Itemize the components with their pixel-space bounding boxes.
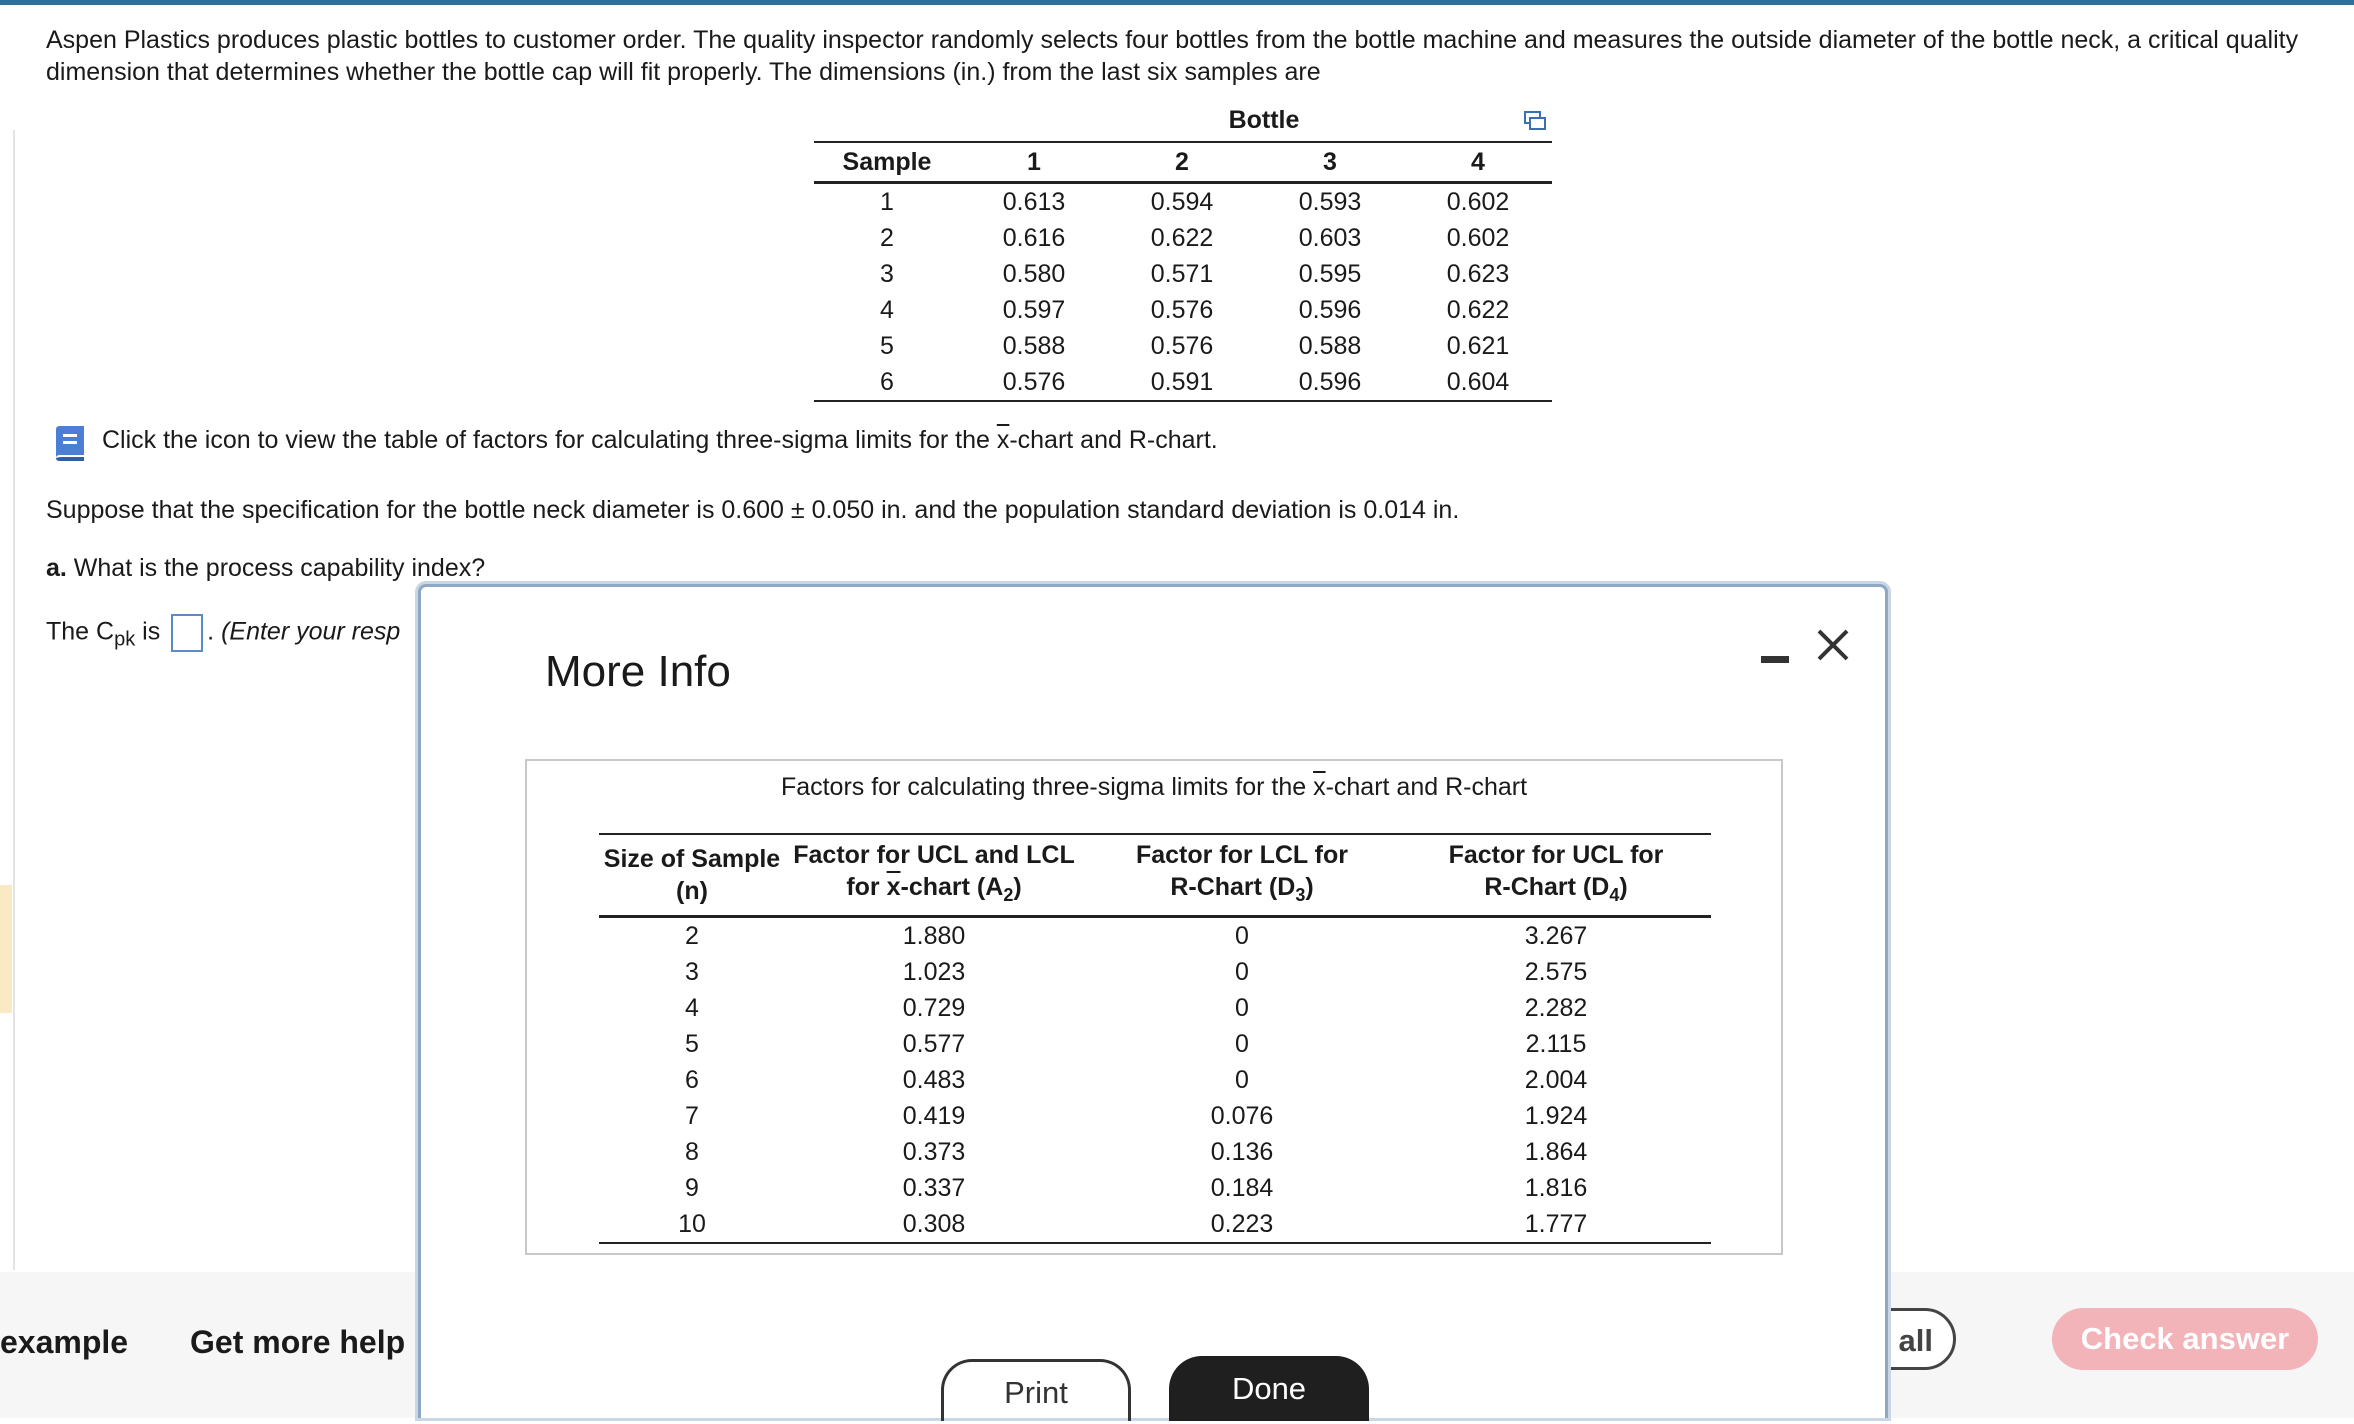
header-sample: Sample xyxy=(814,142,960,183)
table-cell: 0.593 xyxy=(1298,187,1362,216)
table-row xyxy=(599,1026,1711,1062)
table-cell: 2.282 xyxy=(1524,993,1588,1022)
table-cell: 0 xyxy=(1235,957,1249,986)
table-row xyxy=(599,917,1711,955)
header-d4 xyxy=(1401,834,1711,917)
problem-intro: Aspen Plastics produces plastic bottles to customer order. The quality inspector randomly selects four bottles from the bottle machine and measures the outside diameter of the bottle neck, a critical quality dimension that determines whether the bottle cap will fit properly. The dimensions (in.) from the last six samples are xyxy=(46,26,2299,86)
table-cell: 2.115 xyxy=(1525,1029,1587,1058)
table-cell: 0.136 xyxy=(1210,1137,1274,1166)
table-cell: 0 xyxy=(1235,1065,1249,1094)
table-row xyxy=(599,1134,1711,1170)
table-cell: 0.591 xyxy=(1108,364,1256,401)
table-cell: 3 xyxy=(685,957,699,986)
header-d3 xyxy=(1083,834,1401,917)
table-cell: 7 xyxy=(685,1101,699,1130)
table-cell: 2.575 xyxy=(1524,957,1588,986)
header-line: ) xyxy=(1013,873,1022,901)
table-cell: 0 xyxy=(1235,1029,1249,1058)
clear-all-label: all xyxy=(1898,1323,1933,1358)
header-sub: 3 xyxy=(1295,885,1306,905)
specification-text: Suppose that the specification for the bottle neck diameter is 0.600 ± 0.050 in. and the population standard deviation is 0.014 in. xyxy=(46,496,1460,524)
table-row xyxy=(814,256,1552,292)
table-cell: 0.622 xyxy=(1150,223,1214,252)
factors-table-panel xyxy=(525,759,1783,1255)
table-cell: 0.594 xyxy=(1150,187,1214,216)
table-cell: 0.588 xyxy=(1298,331,1362,360)
answer-row xyxy=(46,614,400,657)
table-cell: 0.621 xyxy=(1446,331,1510,360)
table-cell: 2 xyxy=(880,223,894,252)
header-a2 xyxy=(785,834,1083,917)
answer-sub: pk xyxy=(114,628,136,651)
table-cell: 0.596 xyxy=(1298,295,1362,324)
table-cell: 0.571 xyxy=(1150,259,1214,288)
left-divider xyxy=(13,130,15,1270)
table-cell: 5 xyxy=(685,1029,699,1058)
table-cell: 8 xyxy=(685,1137,699,1166)
table-cell: 0.604 xyxy=(1404,364,1552,401)
table-cell: 0.337 xyxy=(902,1173,966,1202)
table-cell: 0.419 xyxy=(902,1101,966,1130)
dialog-title: More Info xyxy=(545,647,731,696)
header-bottle-2: 2 xyxy=(1108,142,1256,183)
table-cell: 3.267 xyxy=(1524,921,1588,950)
table-cell: 0.616 xyxy=(1002,223,1066,252)
table-cell: 1 xyxy=(880,187,894,216)
table-header-row xyxy=(599,834,1711,917)
header-line: R-Chart (D xyxy=(1484,873,1610,901)
table-row xyxy=(814,364,1552,401)
table-cell: 0.588 xyxy=(1002,331,1066,360)
table-cell: 0.580 xyxy=(1002,259,1066,288)
table-row xyxy=(599,954,1711,990)
table-cell: 1.880 xyxy=(902,921,966,950)
table-cell: 1.816 xyxy=(1524,1173,1588,1202)
table-header-row xyxy=(814,142,1552,183)
table-cell: 0.577 xyxy=(902,1029,966,1058)
header-line: ) xyxy=(1305,873,1314,901)
table-cell: 3 xyxy=(880,259,894,288)
left-highlight xyxy=(0,885,12,1013)
table-cell: 5 xyxy=(880,331,894,360)
table-row xyxy=(599,990,1711,1026)
table-row xyxy=(814,220,1552,256)
header-line: Factor for UCL for xyxy=(1448,841,1664,869)
minimize-button[interactable] xyxy=(1759,639,1791,671)
table-cell: 0.576 xyxy=(1150,331,1214,360)
print-button[interactable]: Print xyxy=(941,1359,1131,1421)
header-bottle-1: 1 xyxy=(960,142,1108,183)
factors-table xyxy=(599,833,1711,1244)
x-bar-symbol: $\overline{x}$ xyxy=(886,873,901,901)
header-line: ) xyxy=(1619,873,1628,901)
answer-after: . xyxy=(207,617,215,646)
table-cell: 0.596 xyxy=(1256,364,1404,401)
header-line: Factor for UCL and LCL xyxy=(793,841,1075,869)
table-cell: 6 xyxy=(814,364,960,401)
check-answer-button[interactable]: Check answer xyxy=(2052,1308,2318,1370)
table-row xyxy=(599,1206,1711,1243)
table-cell: 0.595 xyxy=(1298,259,1362,288)
answer-mid: is xyxy=(135,617,161,646)
info-text-pre: Click the icon to view the table of factors for calculating three-sigma limits for the xyxy=(102,426,997,454)
header-sample-size xyxy=(599,834,785,917)
factors-title-pre: Factors for calculating three-sigma limits for the xyxy=(780,773,1314,801)
table-cell: 0.576 xyxy=(1150,295,1214,324)
table-row xyxy=(599,1170,1711,1206)
table-row xyxy=(814,183,1552,221)
header-line: R-Chart (D xyxy=(1170,873,1296,901)
table-cell: 0.308 xyxy=(785,1206,1083,1243)
table-cell: 0.373 xyxy=(902,1137,966,1166)
question-text: What is the process capability index? xyxy=(66,554,486,582)
table-cell: 0.729 xyxy=(902,993,966,1022)
header-sub: 4 xyxy=(1609,885,1620,905)
more-info-dialog xyxy=(418,584,1888,1418)
factors-info-link xyxy=(102,426,1218,455)
table-row xyxy=(814,292,1552,328)
done-button[interactable]: Done xyxy=(1169,1356,1369,1421)
table-cell: 0 xyxy=(1235,993,1249,1022)
table-cell: 4 xyxy=(880,295,894,324)
table-cell: 0.576 xyxy=(960,364,1108,401)
header-sub: 2 xyxy=(1003,885,1014,905)
table-cell: 0.603 xyxy=(1298,223,1362,252)
header-line: (n) xyxy=(676,877,708,905)
book-icon[interactable] xyxy=(50,423,90,463)
table-cell: 6 xyxy=(685,1065,699,1094)
bottle-header: Bottle xyxy=(1228,106,1300,134)
table-cell: 0.602 xyxy=(1446,187,1510,216)
header-line: for xyxy=(846,873,887,901)
header-bottle-4: 4 xyxy=(1404,142,1552,183)
cpk-answer-input[interactable] xyxy=(171,614,203,652)
answer-hint: (Enter your resp xyxy=(214,617,401,646)
header-line: Factor for LCL for xyxy=(1135,841,1349,869)
table-cell: 0.602 xyxy=(1446,223,1510,252)
bottle-data-table xyxy=(814,141,1552,402)
table-cell: 4 xyxy=(685,993,699,1022)
header-bottle-3: 3 xyxy=(1256,142,1404,183)
table-cell: 0.184 xyxy=(1210,1173,1274,1202)
factors-table-title xyxy=(527,773,1781,802)
table-cell: 0.223 xyxy=(1083,1206,1401,1243)
copy-table-icon[interactable] xyxy=(1524,111,1546,131)
x-bar-symbol: $\overline{x}$ xyxy=(996,426,1010,454)
table-cell: 1.864 xyxy=(1524,1137,1588,1166)
view-example-link[interactable]: example xyxy=(0,1324,129,1360)
table-cell: 0.623 xyxy=(1446,259,1510,288)
table-cell: 1.777 xyxy=(1401,1206,1711,1243)
table-cell: 0 xyxy=(1235,921,1249,950)
info-text-post: -chart and R-chart. xyxy=(1009,426,1218,454)
table-cell: 0.076 xyxy=(1210,1101,1274,1130)
header-line: -chart (A xyxy=(900,873,1004,901)
answer-pre: The C xyxy=(46,617,115,646)
table-cell: 2.004 xyxy=(1524,1065,1588,1094)
table-row xyxy=(599,1098,1711,1134)
minimize-icon xyxy=(1761,656,1789,663)
table-cell: 9 xyxy=(685,1173,699,1202)
table-row xyxy=(599,1062,1711,1098)
factors-title-post: -chart and R-chart xyxy=(1325,773,1528,801)
table-cell: 0.622 xyxy=(1446,295,1510,324)
x-bar-symbol: $\overline{x}$ xyxy=(1313,773,1326,801)
table-cell: 0.597 xyxy=(1002,295,1066,324)
get-more-help-link[interactable]: Get more help xyxy=(190,1324,406,1360)
question-a xyxy=(46,552,485,584)
top-accent-bar xyxy=(0,0,2354,5)
table-cell: 10 xyxy=(599,1206,785,1243)
table-cell: 1.023 xyxy=(902,957,966,986)
table-cell: 0.483 xyxy=(902,1065,966,1094)
table-cell: 2 xyxy=(685,921,699,950)
table-row xyxy=(814,328,1552,364)
close-icon[interactable] xyxy=(1813,625,1853,665)
header-line: Size of Sample xyxy=(603,845,781,873)
table-cell: 0.613 xyxy=(1002,187,1066,216)
question-label: a. xyxy=(46,554,67,582)
table-cell: 1.924 xyxy=(1524,1101,1588,1130)
